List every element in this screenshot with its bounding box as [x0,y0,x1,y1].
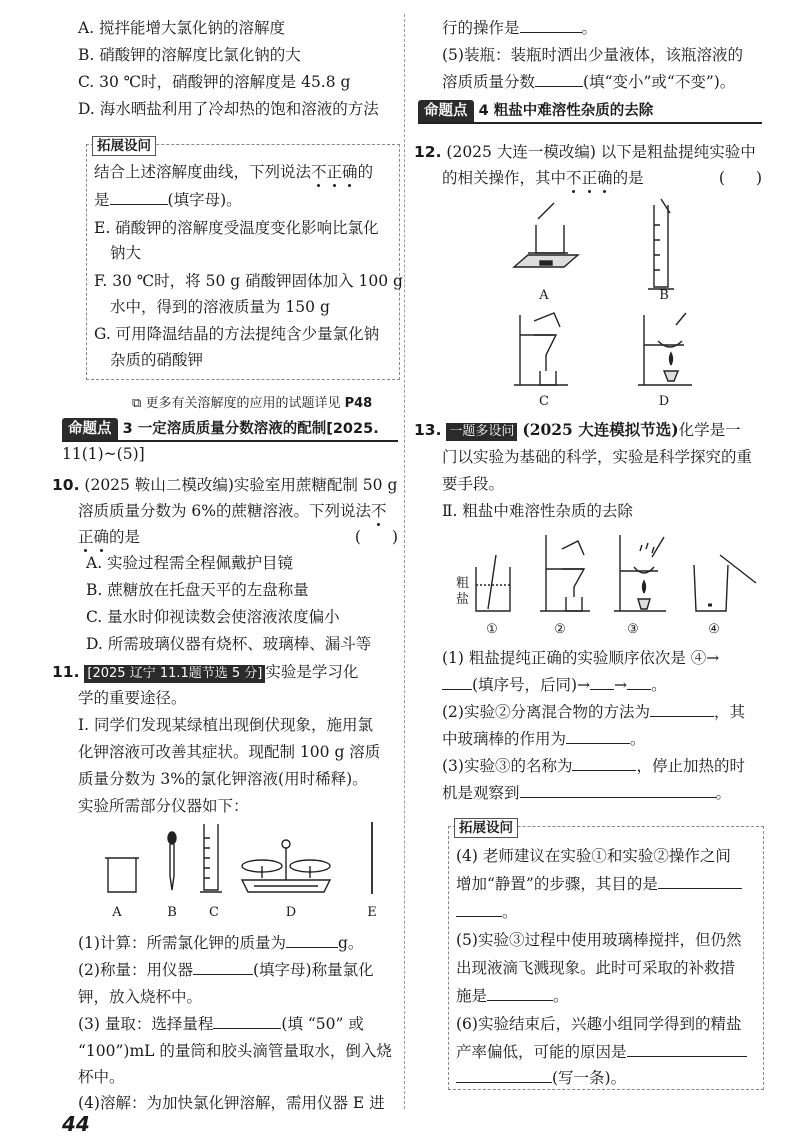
evaporation-setup-icon [638,313,692,385]
q11-step1: (1)计算：所需氯化钾的质量为 g。 [78,934,364,952]
fig-label-b: B [167,905,177,920]
q13-step2-cont: 中玻璃棒的作用为 。 [442,730,646,748]
q13-figure [470,525,760,615]
q13-step3: (3)实验③的名称为 ，停止加热的时 [442,757,745,775]
q11-step3: (3) 量取：选择量程 (填 “50” 或 [78,1015,364,1033]
ext1-opt-f: F. 30 ℃时，将 50 g 硝酸钾固体加入 100 g [94,272,403,290]
q12-fig-label-d: D [658,394,670,409]
measuring-cylinder-icon [200,824,222,892]
dissolving-beaker-icon [476,555,510,611]
answer-blank[interactable] [286,933,338,948]
extension-tag: 拓展设问 [454,818,518,838]
q13-subtitle: Ⅱ. 粗盐中难溶性杂质的去除 [442,502,633,520]
more-questions-link[interactable]: ⧉ 更多有关溶解度的应用的试题详见 P48 [132,396,373,411]
answer-blank[interactable] [487,986,553,1001]
ext2-step6-end: (写一条)。 [456,1068,626,1088]
q13-line1: 13. 一题多设问 (2025 大连模拟节选)化学是一 [414,420,741,439]
q12-fig-label-a: A [539,288,549,303]
pages-icon: ⧉ [132,396,142,411]
ext2-step4-cont: 增加“静置”的步骤，其目的是 [456,874,742,894]
q11-line2: 学的重要途径。 [78,689,187,707]
transfer-icon [694,555,756,611]
q12-fig-label-b: B [659,288,669,303]
salt-label: 粗盐 [456,576,470,607]
evaporating-icon [614,535,666,611]
q11-step2: (2)称量：用仪器 (填字母)称量氯化 [78,961,374,979]
beaker-icon [105,858,139,892]
ext2-step5-end: 施是 。 [456,987,569,1005]
q13-fig-label-2: ② [554,622,566,637]
q11-line4: 化钾溶液可改善其症状。现配制 100 g 溶质 [78,743,381,761]
fig-label-c: C [209,905,219,920]
ext2-step4: (4) 老师建议在实验①和实验②操作之间 [456,847,731,865]
answer-blank[interactable] [456,1068,552,1083]
q13-step1: (1) 粗盐提纯正确的实验顺序依次是 ④→ [442,649,720,667]
q11-line3: Ⅰ. 同学们发现某绿植出现倒伏现象，施用氯 [78,716,373,734]
answer-blank[interactable] [193,960,253,975]
fig-label-a: A [112,905,122,920]
q11-line5: 质量分数为 3%的氯化钾溶液(用时稀释)。 [78,770,368,788]
q12-line2: 的相关操作，其中不正确的是 ( ) [442,169,762,187]
answer-blank[interactable] [535,72,583,87]
section-header-3: 命题点 3 一定溶质质量分数溶液的配制[2025. [62,418,398,442]
ext2-step5-cont: 出现液滴飞溅现象。此时可采取的补救措 [456,959,736,977]
option-d: D. 海水晒盐利用了冷却热的饱和溶液的方法 [78,100,379,118]
q13-fig-label-3: ③ [627,622,639,637]
ext1-opt-g: G. 可用降温结晶的方法提纯含少量氯化钠 [94,325,380,343]
q10-option-d[interactable]: D. 所需玻璃仪器有烧杯、玻璃棒、漏斗等 [86,635,372,653]
q11-step4: (4)溶解：为加快氯化钾溶解，需用仪器 E 进 [78,1094,385,1112]
ext1-opt-g-cont: 杂质的硝酸钾 [110,351,204,369]
weighing-balance-icon [514,203,578,267]
answer-blank[interactable] [520,783,716,798]
answer-blank[interactable] [590,675,614,690]
q11-line1: 11. [2025 辽宁 11.1题节选 5 分] 实验是学习化 [52,663,359,681]
answer-blank[interactable] [520,18,582,33]
q10-line2: 溶质质量分数为 6%的蔗糖溶液。下列说法不 [78,502,387,520]
extension-tag: 拓展设问 [92,136,156,156]
q10-line1: 10. (2025 鞍山二模改编)实验室用蔗糖配制 50 g [52,476,398,494]
ext2-step6: (6)实验结束后，兴趣小组同学得到的精盐 [456,1015,742,1033]
q10-option-a[interactable]: A. 实验过程需全程佩戴护目镜 [86,554,294,572]
page-number: 44 [62,1112,90,1136]
cylinder-reading-icon [648,199,674,289]
ext1-line1: 结合上述溶解度曲线，下列说法不正确的 [94,163,374,181]
ext2-step6-cont: 产率偏低，可能的原因是 [456,1042,747,1062]
q13-fig-label-1: ① [486,622,498,637]
q13-line3: 要手段。 [442,475,505,493]
q11-step3-cont: “100”)mL 的量筒和胶头滴管量取水，倒入烧 [78,1042,392,1060]
answer-blank[interactable] [627,1042,747,1057]
ext2-step4-end: 。 [456,902,518,922]
dropper-icon [168,832,176,890]
answer-blank[interactable] [572,756,636,771]
q12-fig-label-c: C [539,394,549,409]
column-divider [404,14,405,1109]
q11-step5: (5)装瓶：装瓶时洒出少量液体，该瓶溶液的 [442,46,743,64]
q11-step5-cont: 溶质质量分数 (填“变小”或“不变”)。 [442,73,736,91]
q13-line2: 门以实验为基础的科学，实验是科学探究的重 [442,448,753,466]
answer-blank[interactable] [627,675,651,690]
answer-blank[interactable] [110,190,168,205]
fig-label-d: D [285,905,297,920]
ext1-opt-f-cont: 水中，得到的溶液质量为 150 g [110,298,330,316]
ext1-opt-e-cont: 钠大 [110,244,142,262]
option-c: C. 30 ℃时，硝酸钾的溶解度是 45.8 g [78,73,351,91]
q11-step2-cont: 钾，放入烧杯中。 [78,988,203,1006]
q11-line6: 实验所需部分仪器如下： [78,797,249,815]
q10-option-b[interactable]: B. 蔗糖放在托盘天平的左盘称量 [86,581,309,599]
answer-blank[interactable] [442,675,472,690]
ext1-line2: 是 (填字母)。 [94,191,242,209]
fig-label-e: E [367,905,377,920]
q11-step3-end: 杯中。 [78,1068,125,1086]
balance-scale-icon [242,840,330,892]
q13-fig-label-4: ④ [708,622,720,637]
answer-blank[interactable] [213,1014,281,1029]
q13-step3-cont: 机是观察到 。 [442,784,732,802]
section-3-range: 11(1)~(5)] [62,445,145,463]
q11-step4-cont: 行的操作是 。 [442,19,598,37]
answer-blank[interactable] [456,902,502,917]
answer-blank[interactable] [658,874,742,889]
filtering-icon [540,535,590,611]
filtration-setup-icon [514,313,568,385]
q12-line1: 12. (2025 大连一模改编) 以下是粗盐提纯实验中 [414,143,756,161]
answer-blank[interactable] [566,729,630,744]
instruments-figure [92,818,392,898]
ext1-opt-e: E. 硝酸钾的溶解度受温度变化影响比氯化 [94,219,379,237]
q13-step1-cont: (填序号，后同)→ → 。 [442,675,667,695]
ext2-step5: (5)实验③过程中使用玻璃棒搅拌，但仍然 [456,931,742,949]
option-a: A. 搅拌能增大氯化钠的溶解度 [78,19,286,37]
q13-step2: (2)实验②分离混合物的方法为 ，其 [442,703,745,721]
answer-blank[interactable] [650,702,714,717]
section-header-4: 命题点 4 粗盐中难溶性杂质的去除 [418,100,762,124]
option-b: B. 硝酸钾的溶解度比氯化钠的大 [78,46,301,64]
q10-option-c[interactable]: C. 量水时仰视读数会使溶液浓度偏小 [86,608,340,626]
q10-line3: 正确的是 ( ) [78,528,398,546]
